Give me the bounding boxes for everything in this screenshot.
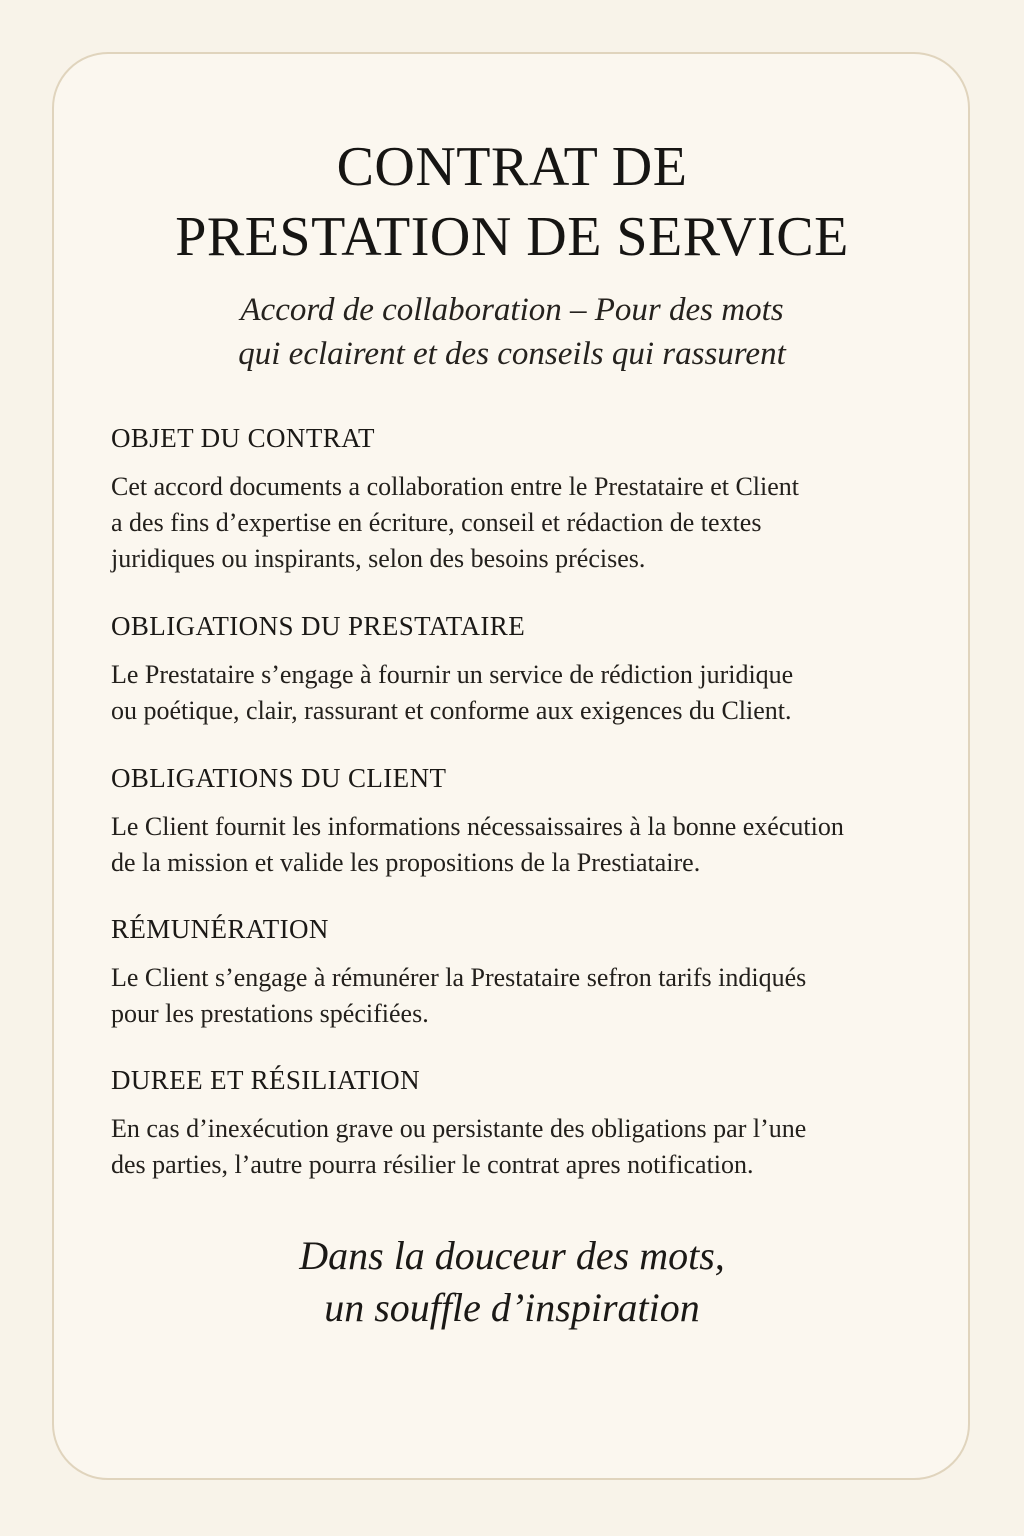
section-line: ou poétique, clair, rassurant et conforme aux exigences du Client. — [111, 696, 792, 725]
section-line: Le Prestataire s’engage à fournir un service de rédiction juridique — [111, 660, 794, 689]
section-heading: RÉMUNÉRATION — [111, 914, 329, 944]
section-line: des parties, l’autre pourra résilier le contrat apres notification. — [111, 1150, 754, 1179]
section-heading: OBLIGATIONS DU CLIENT — [111, 763, 447, 793]
subtitle-line-1: Accord de collaboration – Pour des mots — [240, 292, 784, 328]
section-heading: DUREE ET RÉSILIATION — [111, 1065, 420, 1095]
section-line: pour les prestations spécifiées. — [111, 999, 429, 1028]
document-subtitle — [0, 288, 1024, 376]
closing-line-2: un souffle d’inspiration — [324, 1285, 700, 1330]
closing-quote — [0, 1230, 1024, 1334]
title-line-1: CONTRAT DE — [336, 136, 688, 198]
closing-line-1: Dans la douceur des mots, — [299, 1233, 725, 1278]
section-line: de la mission et valide les propositions de la Prestiataire. — [111, 848, 701, 877]
section-heading: OBJET DU CONTRAT — [111, 423, 375, 453]
section-body — [111, 1111, 941, 1183]
section-body — [111, 469, 941, 577]
section-line: a des fins d’expertise en écriture, conseil et rédaction de textes — [111, 508, 762, 537]
section-duree-resiliation — [111, 1063, 941, 1183]
section-obligations-prestataire — [111, 609, 941, 729]
section-line: Le Client s’engage à rémunérer la Prestataire sefron tarifs indiqués — [111, 963, 807, 992]
section-line: juridiques ou inspirants, selon des besoins précises. — [111, 544, 646, 573]
section-body — [111, 657, 941, 729]
section-objet — [111, 421, 941, 577]
section-heading: OBLIGATIONS DU PRESTATAIRE — [111, 611, 526, 641]
section-body — [111, 960, 941, 1032]
section-remuneration — [111, 912, 941, 1032]
document-title — [0, 132, 1024, 272]
section-line: Cet accord documents a collaboration entre le Prestataire et Client — [111, 472, 800, 501]
section-line: En cas d’inexécution grave ou persistante des obligations par l’une — [111, 1114, 807, 1143]
subtitle-line-2: qui eclairent et des conseils qui rassurent — [238, 336, 786, 372]
section-body — [111, 809, 941, 881]
title-line-2: PRESTATION DE SERVICE — [175, 206, 849, 268]
section-line: Le Client fournit les informations nécessaissaires à la bonne exécution — [111, 812, 844, 841]
section-obligations-client — [111, 761, 941, 881]
